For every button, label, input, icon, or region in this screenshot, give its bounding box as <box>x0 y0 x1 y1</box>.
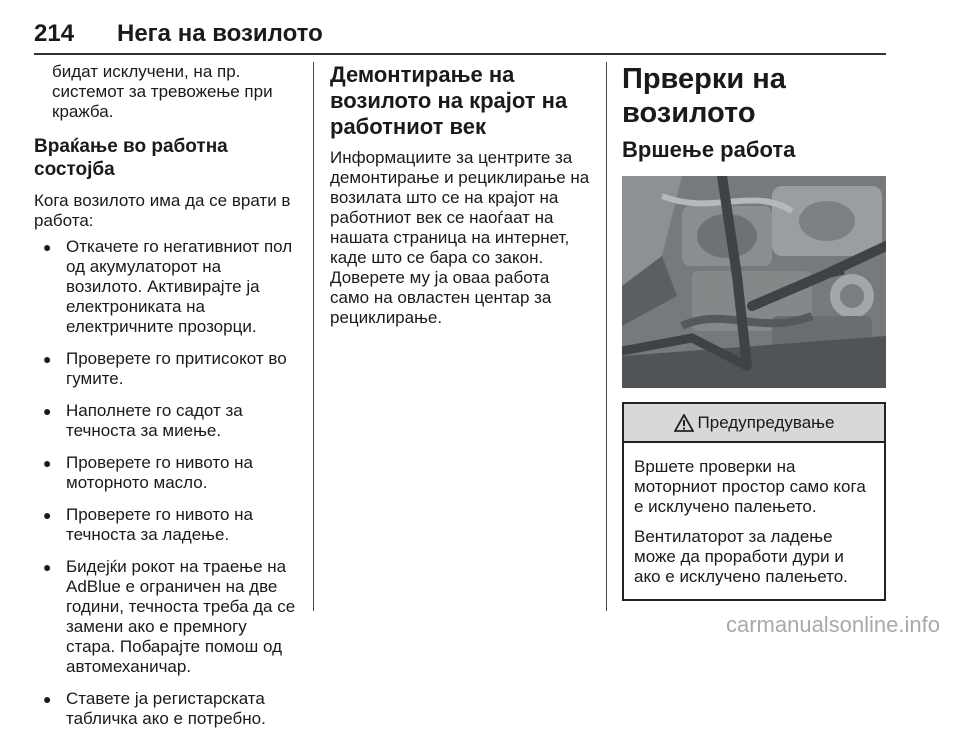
column-middle <box>330 62 592 328</box>
warning-body <box>624 443 884 599</box>
bullet-icon: ● <box>43 455 52 471</box>
list-item: ● Ставете ја регистарската табличка ако е потребно. <box>43 689 266 728</box>
column-divider-left <box>313 62 314 611</box>
page-number: 214 <box>34 20 75 47</box>
section-heading-end-of-life: Демонтирање на возилото на крајот на работниот век <box>330 62 568 139</box>
column-divider-right <box>606 62 607 611</box>
section-heading-restore: Враќање во работна состојба <box>34 136 228 180</box>
warning-triangle-icon <box>674 414 694 432</box>
warning-title: Предупредување <box>697 412 835 432</box>
warning-header <box>624 404 884 443</box>
engine-bay-photo <box>622 176 886 388</box>
subheading-work: Вршење работа <box>622 137 796 162</box>
column-left <box>34 62 296 741</box>
bullet-icon: ● <box>43 351 52 367</box>
end-of-life-body: Информациите за центрите за демонтирање и рециклирање на возилата што се на крајот на работниот век се наоѓаат на нашата страница на интернет, каде што се бара со закон. Доверете му ја оваа работа само на овластен центар за рециклирање. <box>330 148 590 327</box>
list-item: ● Наполнете го садот за течноста за миење. <box>43 401 243 440</box>
bullet-icon: ● <box>43 507 52 523</box>
list-item: ● Проверете го нивото на течноста за ладење. <box>43 505 253 544</box>
site-watermark: carmanualsonline.info <box>725 612 940 637</box>
bullet-icon: ● <box>43 239 52 255</box>
warning-paragraph-1: Вршете проверки на моторниот простор само кога е исклучено палењето. <box>634 457 866 516</box>
list-item: ● Проверете го притисокот во гумите. <box>43 349 287 388</box>
continued-line-3: кражба. <box>52 102 114 121</box>
warning-box <box>622 402 886 601</box>
list-item: ● Бидејќи рокот на траење на AdBlue е ограничен на две години, течноста треба да се замени ако е премногу стара. Побарајте помош од автомеханичар. <box>43 557 296 676</box>
continued-line-2: системот за тревожење при <box>52 82 273 101</box>
column-right <box>622 62 886 601</box>
list-item: ● Откачете го негативниот пол од акумулаторот на возилото. Активирајте ја електрониката на електричните прозорци. <box>43 237 293 336</box>
header-divider <box>34 53 886 55</box>
continued-line-1: бидат исклучени, на пр. <box>52 62 241 81</box>
bullet-icon: ● <box>43 559 52 575</box>
restore-checklist <box>34 237 296 729</box>
list-item: ● Проверете го нивото на моторното масло. <box>43 453 253 492</box>
section-heading-checks: Прверки на возилото <box>622 63 786 129</box>
section-intro: Кога возилото има да се врати в работа: <box>34 191 291 230</box>
page-header <box>0 20 960 54</box>
chapter-title: Нега на возилото <box>117 20 323 47</box>
continued-text <box>34 62 296 122</box>
bullet-icon: ● <box>43 403 52 419</box>
bullet-icon: ● <box>43 691 52 707</box>
warning-paragraph-2: Вентилаторот за ладење може да проработи дури и ако е исклучено палењето. <box>634 527 848 586</box>
